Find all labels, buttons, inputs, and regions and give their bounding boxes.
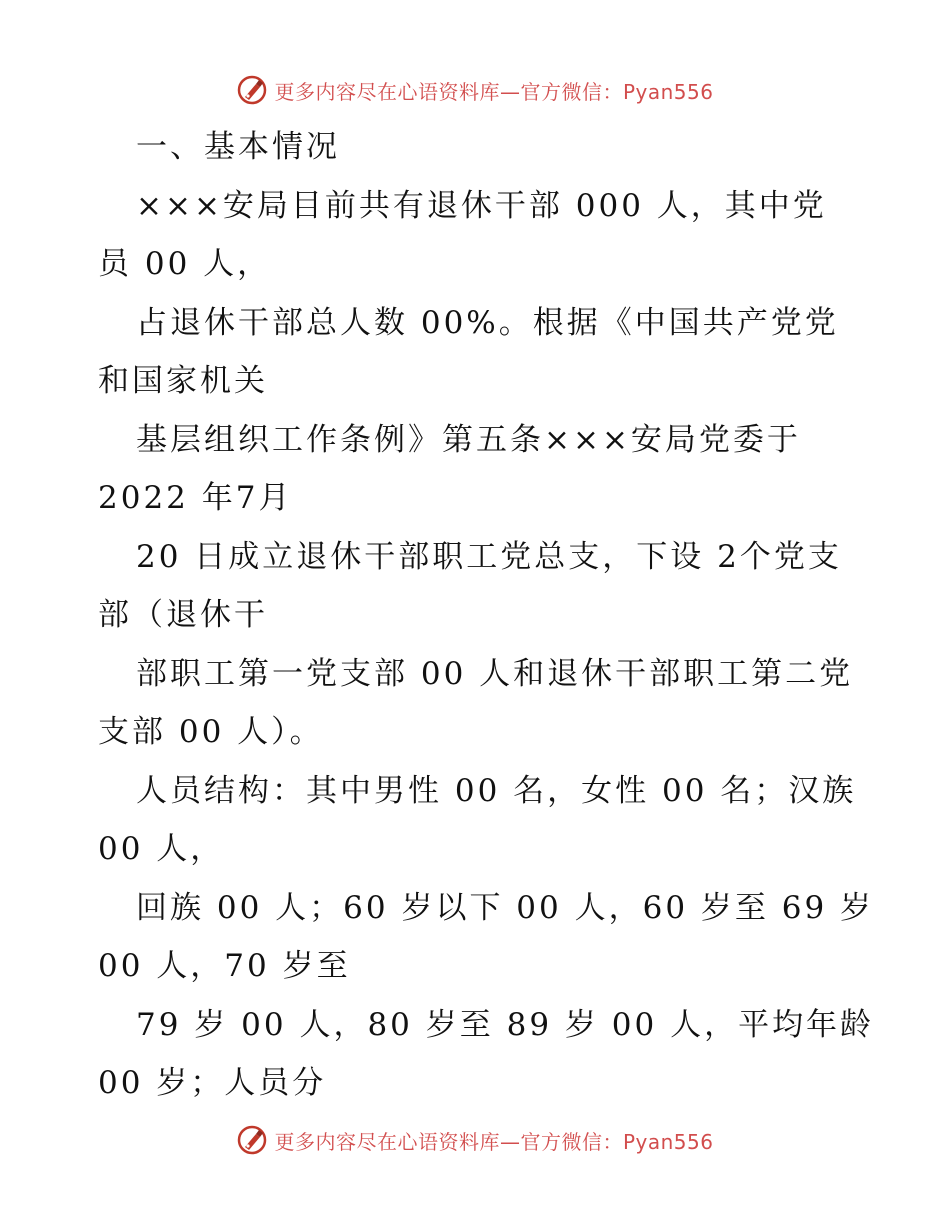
footer-banner-text: 更多内容尽在心语资料库—官方微信：Pyan556 bbox=[274, 1129, 714, 1154]
text-line: 部职工第一党支部 00 人和退休干部职工第二党 bbox=[136, 655, 854, 692]
document-body bbox=[98, 118, 875, 1113]
pen-nib-logo-icon bbox=[236, 1124, 268, 1156]
text-line: 基层组织工作条例》第五条×××安局党委于 bbox=[136, 421, 801, 458]
pen-nib-logo-icon bbox=[236, 74, 268, 106]
footer-banner bbox=[0, 1120, 950, 1160]
text-line: 20 日成立退休干部职工党总支，下设 2个党支 bbox=[136, 538, 842, 575]
text-line: 回族 00 人；60 岁以下 00 人，60 岁至 69 岁 bbox=[136, 889, 875, 926]
header-banner bbox=[0, 70, 950, 110]
text-line: 支部 00 人）。 bbox=[98, 714, 324, 750]
text-line: 00 人， bbox=[98, 831, 225, 867]
text-line: 一、基本情况 bbox=[136, 129, 340, 165]
text-line: ×××安局目前共有退休干部 000 人，其中党 bbox=[136, 187, 827, 224]
text-line: 2022 年7月 bbox=[98, 480, 293, 516]
text-line: 员 00 人， bbox=[98, 246, 272, 282]
text-line: 人员结构：其中男性 00 名，女性 00 名；汉族 bbox=[136, 772, 857, 809]
text-line: 00 岁；人员分 bbox=[98, 1065, 327, 1101]
text-line: 和国家机关 bbox=[98, 363, 268, 399]
text-line: 部（退休干 bbox=[98, 597, 268, 633]
text-line: 占退休干部总人数 00%。根据《中国共产党党 bbox=[136, 304, 839, 341]
header-banner-text: 更多内容尽在心语资料库—官方微信：Pyan556 bbox=[274, 79, 714, 104]
text-line: 00 人，70 岁至 bbox=[98, 948, 351, 984]
text-line: 79 岁 00 人，80 岁至 89 岁 00 人，平均年龄 bbox=[136, 1006, 875, 1043]
